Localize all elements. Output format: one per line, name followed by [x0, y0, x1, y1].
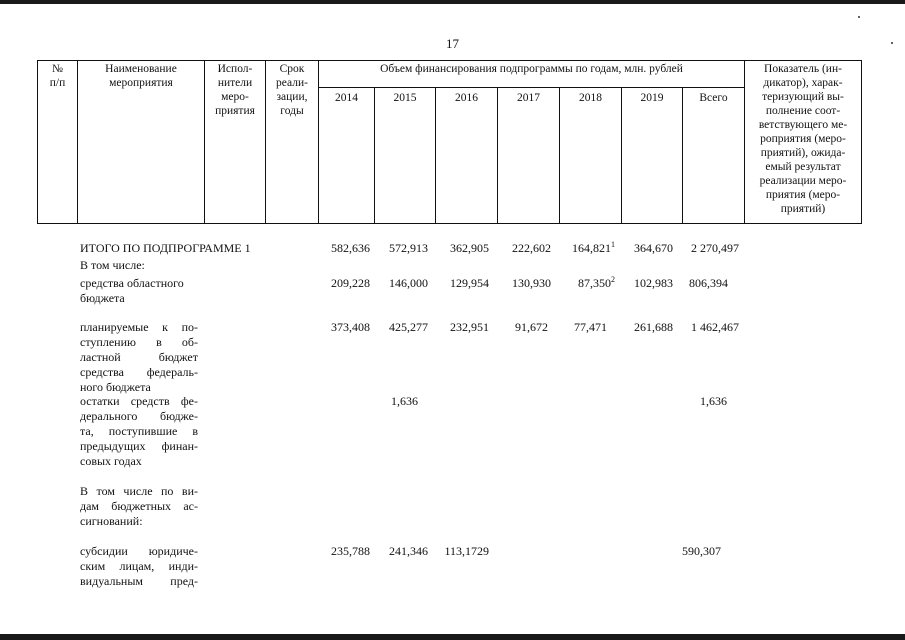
header-year-2019: 2019 [640, 92, 664, 104]
footnote-mark: 2 [611, 275, 615, 284]
footnote-mark: 1 [611, 240, 615, 249]
value-total: 590,307 [682, 544, 721, 558]
scan-speck [858, 16, 860, 18]
header-col-name: Наименование мероприятия [105, 63, 177, 89]
table-border-top [37, 60, 862, 61]
table-border-bottom [37, 223, 862, 224]
col-border [318, 60, 319, 224]
header-col-executors: Испол- нители меро- приятия [215, 63, 255, 117]
value-total: 2 270,497 [691, 241, 739, 255]
header-col-number: № п/п [49, 63, 66, 89]
row-label: средства областного бюджета [80, 276, 184, 305]
row-label: субсидии юридиче- ским лицам, инди- видуальным пред- [80, 544, 198, 588]
header-year-2017: 2017 [517, 92, 540, 104]
value-2014: 373,408 [331, 320, 370, 334]
value-2018: 77,471 [574, 320, 607, 334]
value-2015: 1,636 [391, 394, 418, 408]
col-border [559, 87, 560, 224]
header-total: Всего [699, 92, 728, 104]
value-2016: 113,1729 [444, 544, 489, 558]
value-2015: 241,346 [389, 544, 428, 558]
row-label: В том числе по ви- дам бюджетных ас- сигнований: [80, 484, 198, 528]
header-year-2018: 2018 [579, 92, 602, 104]
row-label: планируемые к по- ступлению в об- ластной бюджет средства федераль- ного бюджета [80, 320, 198, 394]
col-border [435, 87, 436, 224]
col-border [374, 87, 375, 224]
value-2019: 102,983 [634, 276, 673, 290]
header-year-2016: 2016 [455, 92, 478, 104]
col-border [497, 87, 498, 224]
value-2019: 364,670 [634, 241, 673, 255]
header-col-term: Срок реали- зации, годы [276, 63, 308, 117]
value-2016: 129,954 [450, 276, 489, 290]
header-year-2014: 2014 [335, 92, 358, 104]
value-total: 1,636 [700, 394, 727, 408]
value-2019: 261,688 [634, 320, 673, 334]
value-2015: 146,000 [389, 276, 428, 290]
value-2014: 209,228 [331, 276, 370, 290]
header-year-2015: 2015 [393, 92, 417, 104]
value-2015: 572,913 [389, 241, 428, 255]
value-2018: 87,350$^2$ [578, 275, 615, 290]
row-including-label: В том числе: [80, 258, 145, 272]
value-2018: 164,821$^1$ [572, 240, 615, 255]
header-funding-title: Объем финансирования подпрограммы по годам, млн. рублей [380, 63, 683, 75]
row-label: ИТОГО ПО ПОДПРОГРАММЕ 1 [80, 241, 251, 255]
value-2016: 362,905 [450, 241, 489, 255]
scan-border-bottom [0, 634, 905, 640]
value-total: 806,394 [689, 276, 728, 290]
value-2017: 222,602 [512, 241, 551, 255]
value-2014: 235,788 [331, 544, 370, 558]
col-border [621, 87, 622, 224]
header-indicator: Показатель (ин- дикатор), харак- теризующий вы- полнение соот- ветствующего ме- роприятия (меро- приятий), ожида- емый результат реализации меро- приятия (меро- приятий) [758, 63, 848, 215]
page-number: 17 [446, 36, 459, 51]
scan-border-top [0, 0, 905, 4]
value-2015: 425,277 [389, 320, 428, 334]
value-2017: 91,672 [515, 320, 548, 334]
value-2016: 232,951 [450, 320, 489, 334]
value-2017: 130,930 [512, 276, 551, 290]
col-border [682, 87, 683, 224]
value-total: 1 462,467 [691, 320, 739, 334]
col-border [861, 60, 862, 224]
years-divider [318, 87, 744, 88]
value-2014: 582,636 [331, 241, 370, 255]
row-label: остатки средств фе- дерального бюдже- та, поступившие в предыдущих финан- совых годах [80, 394, 198, 468]
